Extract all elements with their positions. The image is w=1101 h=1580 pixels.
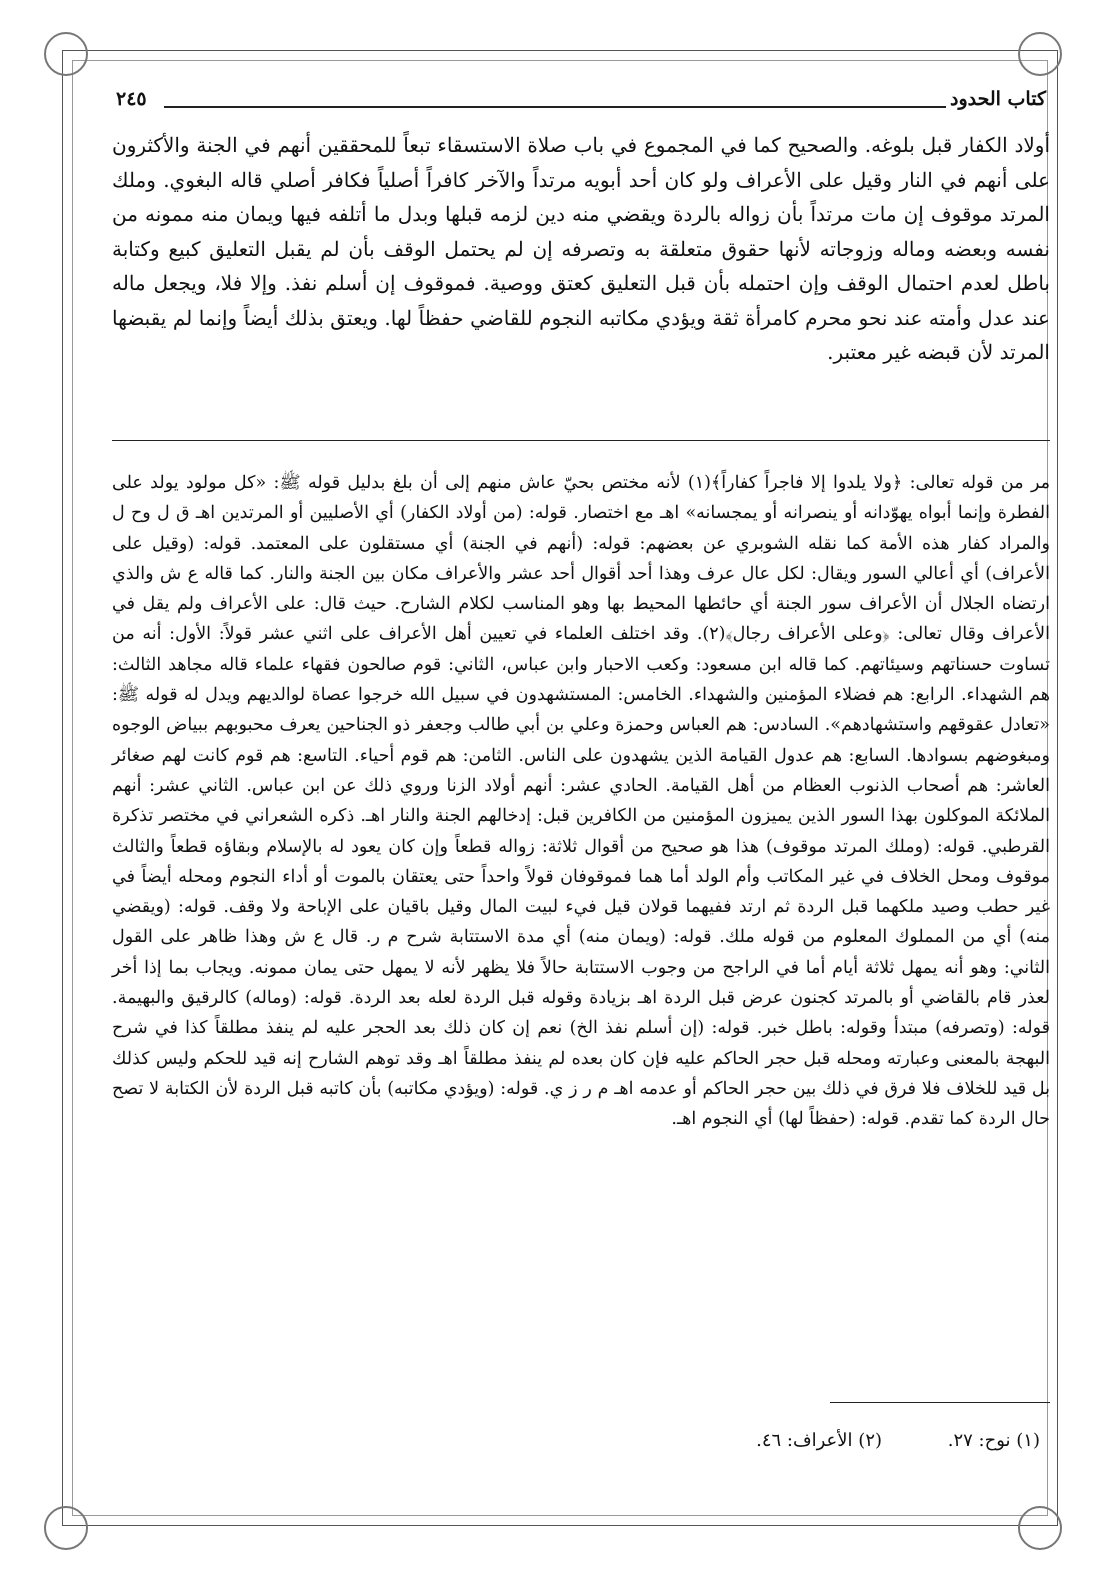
footnotes [640,1430,1040,1451]
footnote-2: (٢) الأعراف: ٤٦. [756,1430,883,1451]
page-number: ٢٤٥ [116,88,147,110]
corner-ornament-icon [1018,1506,1062,1550]
section-divider [112,440,1050,441]
commentary-text: مر من قوله تعالى: ﴿ولا يلدوا إلا فاجراً كفاراً﴾(١) لأنه مختص بحيّ عاش منهم إلى أن بلغ بدليل قوله ﷺ: «كل مولود يولد على الفطرة وإنما أبواه يهوّدانه أو ينصرانه أو يمجسانه» اهـ مع اختصار. قوله: (من أولاد الكفار) أي الأصليين أو المرتدين اهـ ق ل وح ل والمراد كفار هذه الأمة كما نقله الشوبري عن بعضهم: قوله: (أنهم في الجنة) أي مستقلون على المعتمد. قوله: (وقيل على الأعراف) أي أعالي السور ويقال: لكل عال عرف وهذا أحد أقوال أحد عشر والأعراف مكان بين الجنة والنار. كما قاله ع ش والذي ارتضاه الجلال أن الأعراف سور الجنة أي حائطها المحيط بها وهو المناسب لكلام الشارح. حيث قال: على الأعراف ولم يقل في الأعراف وقال تعالى: ﴿وعلى الأعراف رجال﴾(٢). وقد اختلف العلماء في تعيين أهل الأعراف على اثني عشر قولاً: الأول: أنه من تساوت حسناتهم وسيئاتهم. كما قاله ابن مسعود: وكعب الاحبار وابن عباس، الثاني: قوم صالحون فقهاء علماء قاله مجاهد الثالث: هم الشهداء. الرابع: هم فضلاء المؤمنين والشهداء. الخامس: المستشهدون في سبيل الله خرجوا عصاة لوالديهم ويدل له قوله ﷺ: «تعادل عقوقهم واستشهادهم». السادس: هم العباس وحمزة وعلي بن أبي طالب وجعفر ذو الجناحين يعرف محبوبهم ببياض الوجوه ومبغوضهم بسوادها. السابع: هم عدول القيامة الذين يشهدون على الناس. الثامن: هم قوم أحياء. التاسع: هم قوم كانت لهم صغائر العاشر: هم أصحاب الذنوب العظام من أهل القيامة. الحادي عشر: أنهم أولاد الزنا وروي ذلك عن ابن عباس. الثاني عشر: أنهم الملائكة الموكلون بهذا السور الذين يميزون المؤمنين من الكافرين قبل: إدخالهم الجنة والنار اهـ. ذكره الشعراني في مختصر تذكرة القرطبي. قوله: (وملك المرتد موقوف) هذا هو صحيح من أقوال ثلاثة: زواله قطعاً وإن كان يعود له بالإسلام وبقاؤه قطعاً والثالث موقوف ومحل الخلاف في غير المكاتب وأم الولد أما هما فموقوفان قولاً واحداً حتى يعتقان بالموت أو أداء النجوم ومحله أيضاً في غير حطب وصيد ملكهما قبل الردة ثم ارتد ففيهما قولان قيل فيء لبيت المال وقيل باقيان على الإباحة ولا وقف. قوله: (ويقضي منه) أي من المملوك المعلوم من قوله ملك. قوله: (ويمان منه) أي مدة الاستتابة شرح م ر. قال ع ش وهذا ظاهر على القول الثاني: وهو أنه يمهل ثلاثة أيام أما في الراجح من وجوب الاستتابة حالاً فلا يظهر لأنه لا يمهل حتى يمان ممونه. ويجاب بما إذا أخر لعذر قام بالقاضي أو بالمرتد كجنون عرض قبل الردة اهـ بزيادة وقوله قبل الردة لعله بعد الردة. قوله: (وماله) كالرقيق والبهيمة. قوله: (وتصرفه) مبتدأ وقوله: باطل خبر. قوله: (إن أسلم نفذ الخ) نعم إن كان ذلك بعد الحجر عليه لم ينفذ مطلقاً كذا في شرح البهجة بالمعنى وعبارته ومحله قبل حجر الحاكم عليه فإن كان بعده لم ينفذ مطلقاً اهـ وقد توهم الشارح إنه قيد للحكم وليس كذلك بل قيد للخلاف فلا فرق في ذلك بين حجر الحاكم أو عدمه اهـ م ر ز ي. قوله: (ويؤدي مكاتبه) بأن كاتبه قبل الردة لأن الكتابة لا تصح حال الردة كما تقدم. قوله: (حفظاً لها) أي النجوم اهـ. [112,473,1050,1130]
footnote-rule [830,1402,1050,1403]
chapter-title: كتاب الحدود [949,88,1046,110]
footnote-1: (١) نوح: ٢٧. [947,1430,1040,1451]
running-header [116,86,1046,116]
corner-ornament-icon [44,32,88,76]
corner-ornament-icon [44,1506,88,1550]
header-rule [164,106,946,108]
corner-ornament-icon [1018,32,1062,76]
main-text: أولاد الكفار قبل بلوغه. والصحيح كما في المجموع في باب صلاة الاستسقاء تبعاً للمحققين أنهم في الجنة والأكثرون على أنهم في النار وقيل على الأعراف ولو كان أحد أبويه مرتداً والآخر كافراً أصلياً فكافر أصلي قاله البغوي. وملك المرتد موقوف إن مات مرتداً بأن زواله بالردة ويقضي منه دين لزمه قبلها وبدل ما أتلفه فيها ويمان منه ممونه من نفسه وبعضه وماله وزوجاته لأنها حقوق متعلقة به وتصرفه إن لم يحتمل الوقف بأن لم يقبل التعليق كبيع وكتابة باطل لعدم احتمال الوقف وإن احتمله بأن قبل التعليق كعتق ووصية. فموقوف إن أسلم نفذ. وإلا فلا، ويجعل ماله عند عدل وأمته عند نحو محرم كامرأة ثقة ويؤدي مكاتبه النجوم للقاضي حفظاً لها. ويعتق بذلك أيضاً وإنما لم يقبضها المرتد لأن قبضه غير معتبر. [112,133,1050,364]
